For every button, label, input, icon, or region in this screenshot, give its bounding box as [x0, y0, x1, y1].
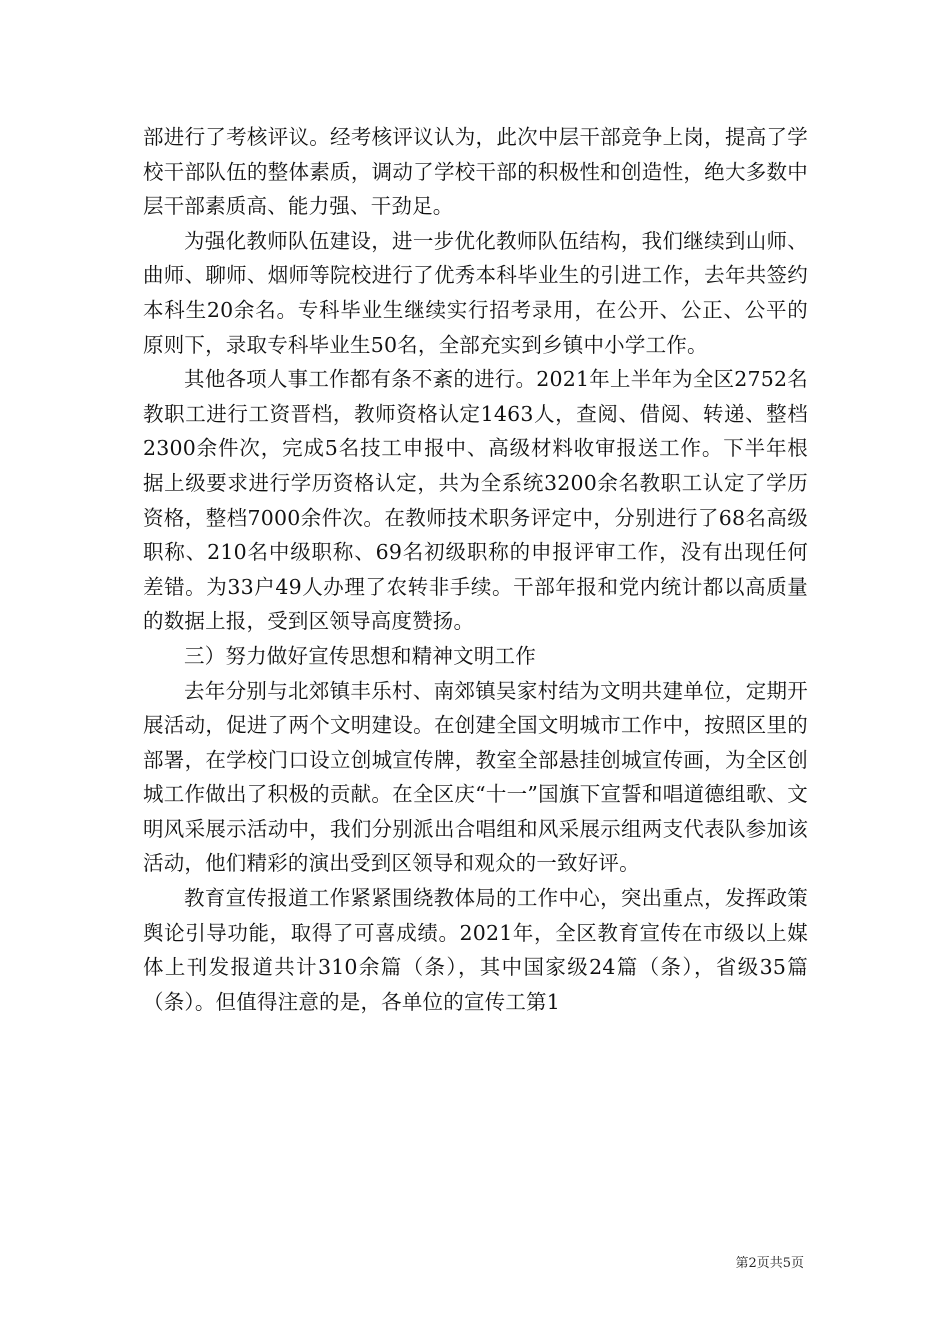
paragraph-1: 部进行了考核评议。经考核评议认为，此次中层干部竞争上岗，提高了学校干部队伍的整体素质，调动了学校干部的积极性和创造性，绝大多数中层干部素质高、能力强、干劲足。: [143, 125, 808, 219]
page-number-footer: 第2页共5页: [735, 1256, 804, 1271]
paragraph-5: 教育宣传报道工作紧紧围绕教体局的工作中心，突出重点，发挥政策舆论引导功能，取得了可喜成绩。2021年，全区教育宣传在市级以上媒体上刊发报道共计310余篇（条），其中国家级24篇（条），省级35篇（条）。但值得注意的是，各单位的宣传工第1: [143, 886, 808, 1014]
document-body: [143, 120, 808, 1019]
paragraph-2: 为强化教师队伍建设，进一步优化教师队伍结构，我们继续到山师、曲师、聊师、烟师等院校进行了优秀本科毕业生的引进工作，去年共签约本科生20余名。专科毕业生继续实行招考录用，在公开、公正、公平的原则下，录取专科毕业生50名，全部充实到乡镇中小学工作。: [143, 228, 808, 357]
paragraph-3: 其他各项人事工作都有条不紊的进行。2021年上半年为全区2752名教职工进行工资晋档，教师资格认定1463人，查阅、借阅、转递、整档2300余件次，完成5名技工申报中、高级材料收审报送工作。下半年根据上级要求进行学历资格认定，共为全系统3200余名教职工认定了学历资格，整档7000余件次。在教师技术职务评定中，分别进行了68名高级职称、210名中级职称、69名初级职称的申报评审工作，没有出现任何差错。为33户49人办理了农转非手续。干部年报和党内统计都以高质量的数据上报，受到区领导高度赞扬。: [143, 367, 808, 634]
section-heading: 三）努力做好宣传思想和精神文明工作: [184, 643, 536, 668]
paragraph-4: 去年分别与北郊镇丰乐村、南郊镇吴家村结为文明共建单位，定期开展活动，促进了两个文明建设。在创建全国文明城市工作中，按照区里的部署，在学校门口设立创城宣传牌，教室全部悬挂创城宣传画，为全区创城工作做出了积极的贡献。在全区庆“十一”国旗下宣誓和唱道德组歌、文明风采展示活动中，我们分别派出合唱组和风采展示组两支代表队参加该活动，他们精彩的演出受到区领导和观众的一致好评。: [143, 678, 808, 876]
